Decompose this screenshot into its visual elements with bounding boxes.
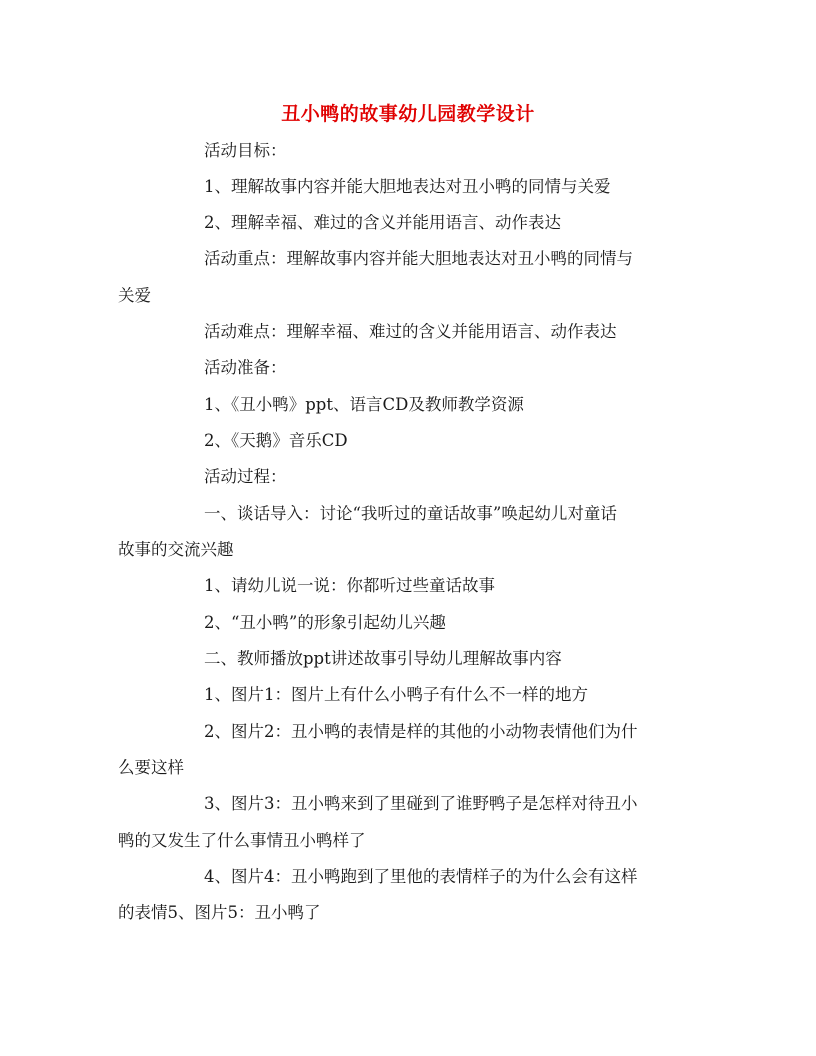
- section-heading-objectives: 活动目标：: [204, 141, 287, 160]
- process-step-1: 一、谈话导入：讨论“我听过的童话故事”唤起幼儿对童话: [204, 504, 617, 523]
- key-point-line: 活动重点：理解故事内容并能大胆地表达对丑小鸭的同情与: [204, 249, 633, 268]
- process-substep-1-2: 2、“丑小鸭”的形象引起幼儿兴趣: [204, 613, 446, 632]
- objective-item-2: 2、理解幸福、难过的含义并能用语言、动作表达: [204, 213, 561, 232]
- process-substep-1-1: 1、请幼儿说一说：你都听过些童话故事: [204, 576, 495, 595]
- key-point-line-continued: 关爱: [118, 286, 151, 305]
- difficulty-line: 活动难点：理解幸福、难过的含义并能用语言、动作表达: [204, 322, 617, 341]
- picture-item-2: 2、图片2：丑小鸭的表情是样的其他的小动物表情他们为什: [204, 722, 638, 741]
- process-step-1-continued: 故事的交流兴趣: [118, 540, 234, 559]
- picture-item-1: 1、图片1：图片上有什么小鸭子有什么不一样的地方: [204, 685, 588, 704]
- document-title: 丑小鸭的故事幼儿园教学设计: [281, 103, 535, 125]
- objective-item-1: 1、理解故事内容并能大胆地表达对丑小鸭的同情与关爱: [204, 177, 611, 196]
- preparation-item-1: 1、《丑小鸭》ppt、语言CD及教师教学资源: [204, 395, 524, 414]
- section-heading-preparation: 活动准备：: [204, 358, 287, 377]
- picture-item-4-continued: 的表情5、图片5：丑小鸭了: [118, 903, 321, 922]
- picture-item-2-continued: 么要这样: [118, 758, 184, 777]
- picture-item-3: 3、图片3：丑小鸭来到了里碰到了谁野鸭子是怎样对待丑小: [204, 794, 638, 813]
- preparation-item-2: 2、《天鹅》音乐CD: [204, 431, 348, 450]
- section-heading-process: 活动过程：: [204, 467, 287, 486]
- picture-item-4: 4、图片4：丑小鸭跑到了里他的表情样子的为什么会有这样: [204, 867, 638, 886]
- picture-item-3-continued: 鸭的又发生了什么事情丑小鸭样了: [118, 831, 366, 850]
- process-step-2: 二、教师播放ppt讲述故事引导幼儿理解故事内容: [204, 649, 562, 668]
